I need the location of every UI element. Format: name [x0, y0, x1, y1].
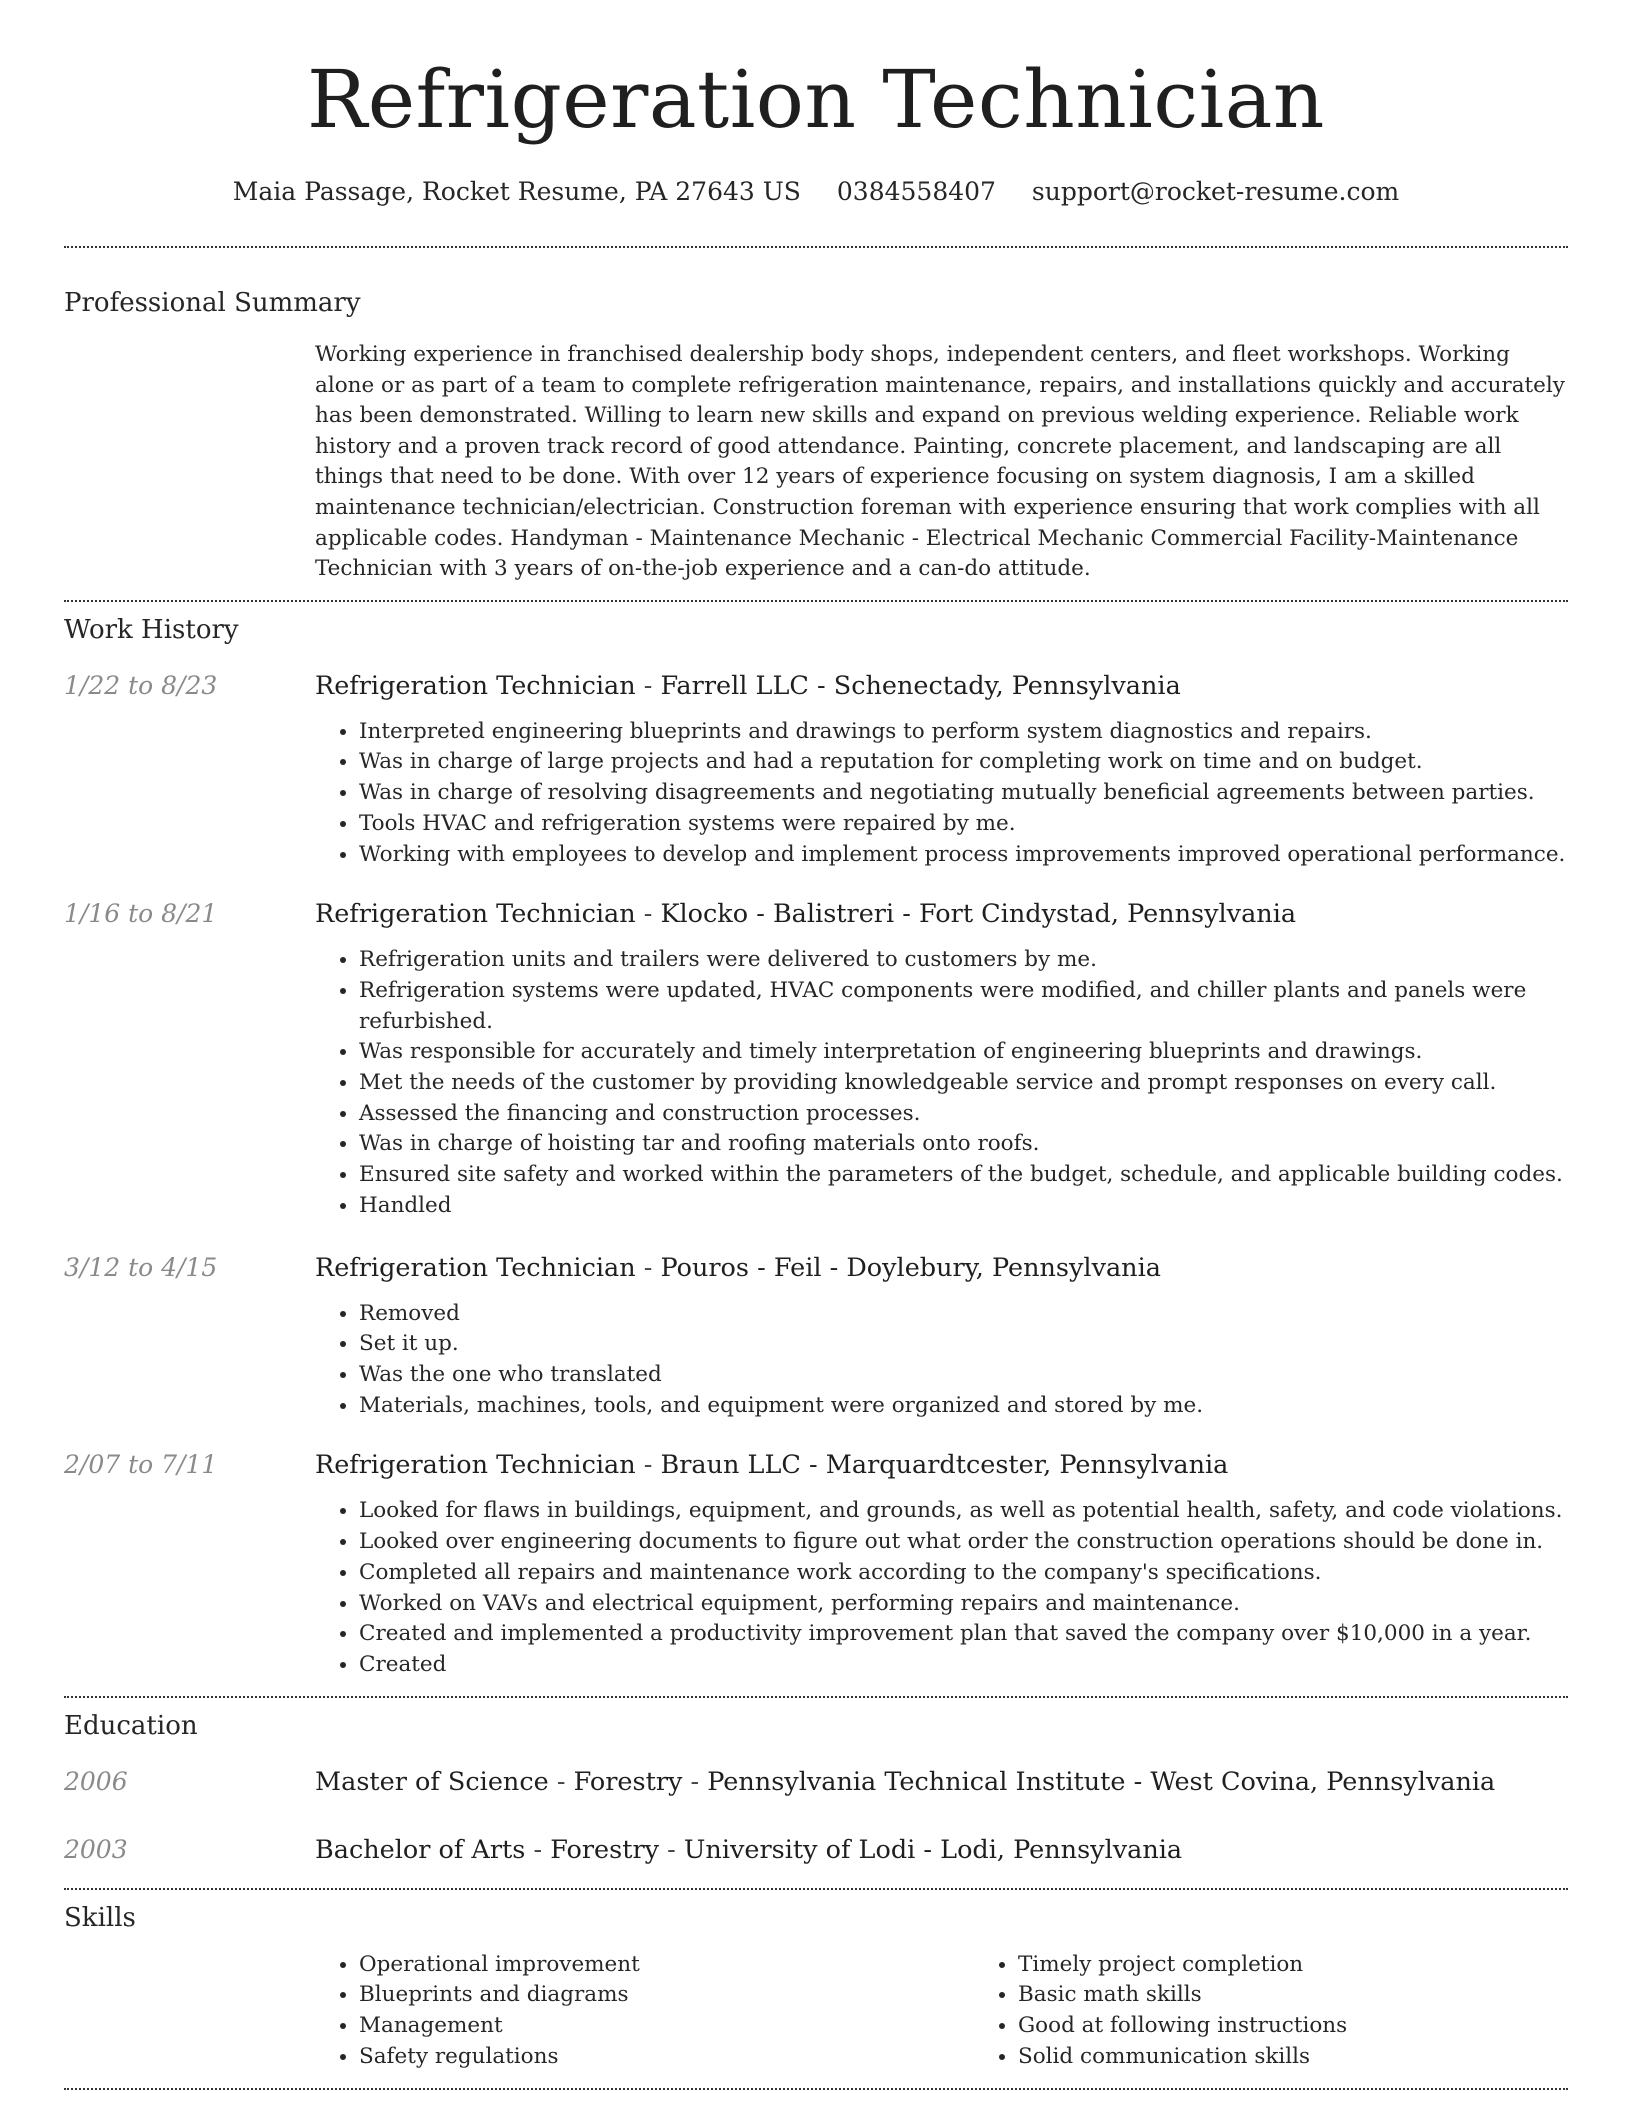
job-bullet: • Working with employees to develop and implement process improvements improved operational performance.: [359, 840, 1568, 871]
job-bullet: • Was in charge of large projects and had a reputation for completing work on time and on budget.: [359, 747, 1568, 778]
education-entry: [64, 1834, 1568, 1866]
section-title-summary: Professional Summary: [64, 288, 361, 318]
education-separator: -: [525, 1834, 551, 1865]
section-title-education: Education: [64, 1710, 198, 1741]
job-bullet: • Was responsible for accurately and timely interpretation of engineering blueprints and drawings.: [359, 1037, 1568, 1068]
section-title-skills: Skills: [64, 1902, 136, 1933]
job-title-line: [315, 670, 1568, 702]
job-dates: 1/22 to 8/23: [64, 670, 218, 700]
job-title-line: [315, 1252, 1568, 1284]
skill-item: • Timely project completion: [1018, 1950, 1632, 1981]
job-bullets: [315, 1299, 1568, 1422]
contact-line: [64, 176, 1568, 208]
education-separator: -: [682, 1766, 708, 1797]
job-bullet: • Set it up.: [359, 1329, 1568, 1360]
education-separator: -: [659, 1834, 684, 1865]
summary-text: Working experience in franchised dealership body shops, independent centers, and fleet workshops. Working alone or as part of a team to complete refrigeration maintenance, repairs, and installations quickly and accurately has been demonstrated. Willing to learn new skills and expand on previous welding experience. Reliable work history and a proven track record of good attendance. Painting, concrete placement, and landscaping are all things that need to be done. With over 12 years of experience focusing on system diagnosis, I am a skilled maintenance technician/electrician. Construction foreman with experience ensuring that work complies with all applicable codes. Handyman - Maintenance Mechanic - Electrical Mechanic Commercial Facility-Maintenance Technician with 3 years of on-the-job experience and a can-do attitude.: [315, 342, 1565, 582]
job-bullet: • Was the one who translated: [359, 1360, 1568, 1391]
job-dates: 2/07 to 7/11: [64, 1450, 218, 1480]
job-role: Refrigeration Technician: [315, 899, 636, 930]
job-bullet: • Was in charge of hoisting tar and roofing materials onto roofs.: [359, 1129, 1568, 1160]
job-bullet: • Looked for flaws in buildings, equipment, and grounds, as well as potential health, safety, and code violations.: [359, 1496, 1568, 1527]
contact-address: Maia Passage, Rocket Resume, PA 27643 US: [232, 177, 801, 206]
job-separator: -: [635, 1450, 661, 1481]
skills-row: [64, 1950, 1568, 2073]
divider: [64, 1696, 1568, 1698]
education-field: Forestry: [550, 1834, 660, 1865]
job-bullets: [315, 945, 1568, 1221]
job-employer: Braun LLC - Marquardtcester, Pennsylvania: [660, 1450, 1229, 1481]
contact-email: support@rocket-resume.com: [1031, 177, 1400, 206]
job-bullet: • Met the needs of the customer by providing knowledgeable service and prompt responses on every call.: [359, 1068, 1568, 1099]
divider: [64, 2088, 1568, 2090]
job-separator: -: [635, 670, 661, 701]
summary-row: [64, 340, 1568, 585]
skill-item: • Blueprints and diagrams: [359, 1980, 974, 2011]
job-bullet: • Ensured site safety and worked within the parameters of the budget, schedule, and applicable building codes.: [359, 1160, 1568, 1191]
job-employer: Pouros - Feil - Doylebury, Pennsylvania: [660, 1252, 1161, 1283]
job-bullet: • Removed: [359, 1299, 1568, 1330]
work-history-list: [64, 670, 1568, 1681]
education-school: University of Lodi - Lodi, Pennsylvania: [683, 1834, 1183, 1865]
job-bullet: • Tools HVAC and refrigeration systems were repaired by me.: [359, 809, 1568, 840]
job-role: Refrigeration Technician: [315, 1450, 636, 1481]
skills-spacer: [64, 1950, 315, 2073]
education-year: 2003: [64, 1834, 128, 1864]
job-bullet: • Was in charge of resolving disagreements and negotiating mutually beneficial agreements between parties.: [359, 778, 1568, 809]
job-bullet: • Refrigeration units and trailers were delivered to customers by me.: [359, 945, 1568, 976]
job-bullet: • Looked over engineering documents to figure out what order the construction operations should be done in.: [359, 1527, 1568, 1558]
job-content: [315, 1449, 1568, 1680]
job-separator: -: [635, 1252, 661, 1283]
education-entry: [64, 1766, 1568, 1798]
section-title-work-history: Work History: [64, 614, 239, 645]
skills-list-right: [974, 1950, 1632, 2073]
skill-item: • Safety regulations: [359, 2042, 974, 2073]
job-bullet: • Created: [359, 1650, 1568, 1681]
resume-page: [64, 0, 1568, 2090]
job-employer: Farrell LLC - Schenectady, Pennsylvania: [660, 670, 1181, 701]
job-content: [315, 1252, 1568, 1422]
education-list: [64, 1766, 1568, 1866]
job-content: [315, 898, 1568, 1221]
education-year: 2006: [64, 1766, 128, 1796]
job-entry: [64, 898, 1568, 1221]
contact-phone: 0384558407: [836, 177, 996, 206]
job-entry: [64, 670, 1568, 871]
job-separator: -: [635, 899, 661, 930]
education-title-line: [315, 1766, 1568, 1798]
job-bullet: • Interpreted engineering blueprints and drawings to perform system diagnostics and repairs.: [359, 717, 1568, 748]
divider: [64, 600, 1568, 602]
summary-spacer: [64, 340, 315, 585]
education-separator: -: [548, 1766, 574, 1797]
job-entry: [64, 1252, 1568, 1422]
job-content: [315, 670, 1568, 871]
job-bullet: • Assessed the financing and construction processes.: [359, 1099, 1568, 1130]
education-field: Forestry: [573, 1766, 683, 1797]
job-dates: 1/16 to 8/21: [64, 899, 218, 929]
education-school: Pennsylvania Technical Institute - West Covina, Pennsylvania: [707, 1766, 1496, 1797]
skills-columns: [315, 1950, 1632, 2073]
job-employer: Klocko - Balistreri - Fort Cindystad, Pennsylvania: [660, 899, 1297, 930]
job-bullets: [315, 1496, 1568, 1680]
job-role: Refrigeration Technician: [315, 670, 636, 701]
resume-name: Refrigeration Technician: [307, 53, 1325, 146]
skill-item: • Operational improvement: [359, 1950, 974, 1981]
job-entry: [64, 1449, 1568, 1680]
skills-list-left: [315, 1950, 974, 2073]
job-bullet: • Completed all repairs and maintenance work according to the company's specifications.: [359, 1558, 1568, 1589]
job-bullet: • Worked on VAVs and electrical equipment, performing repairs and maintenance.: [359, 1589, 1568, 1620]
education-title-line: [315, 1834, 1568, 1866]
skill-item: • Good at following instructions: [1018, 2011, 1632, 2042]
job-title-line: [315, 1449, 1568, 1481]
skill-item: • Management: [359, 2011, 974, 2042]
job-bullet: • Materials, machines, tools, and equipment were organized and stored by me.: [359, 1391, 1568, 1422]
education-degree: Master of Science: [315, 1766, 549, 1797]
job-bullet: • Handled: [359, 1191, 1568, 1222]
skill-item: • Basic math skills: [1018, 1980, 1632, 2011]
job-role: Refrigeration Technician: [315, 1252, 636, 1283]
divider: [64, 246, 1568, 248]
skill-item: • Solid communication skills: [1018, 2042, 1632, 2073]
job-bullets: [315, 717, 1568, 871]
job-bullet: • Created and implemented a productivity improvement plan that saved the company over $10,000 in a year.: [359, 1619, 1568, 1650]
job-dates: 3/12 to 4/15: [64, 1252, 218, 1282]
education-degree: Bachelor of Arts: [315, 1834, 526, 1865]
job-title-line: [315, 898, 1568, 930]
divider: [64, 1888, 1568, 1890]
job-bullet: • Refrigeration systems were updated, HVAC components were modified, and chiller plants and panels were refurbished.: [359, 976, 1568, 1037]
